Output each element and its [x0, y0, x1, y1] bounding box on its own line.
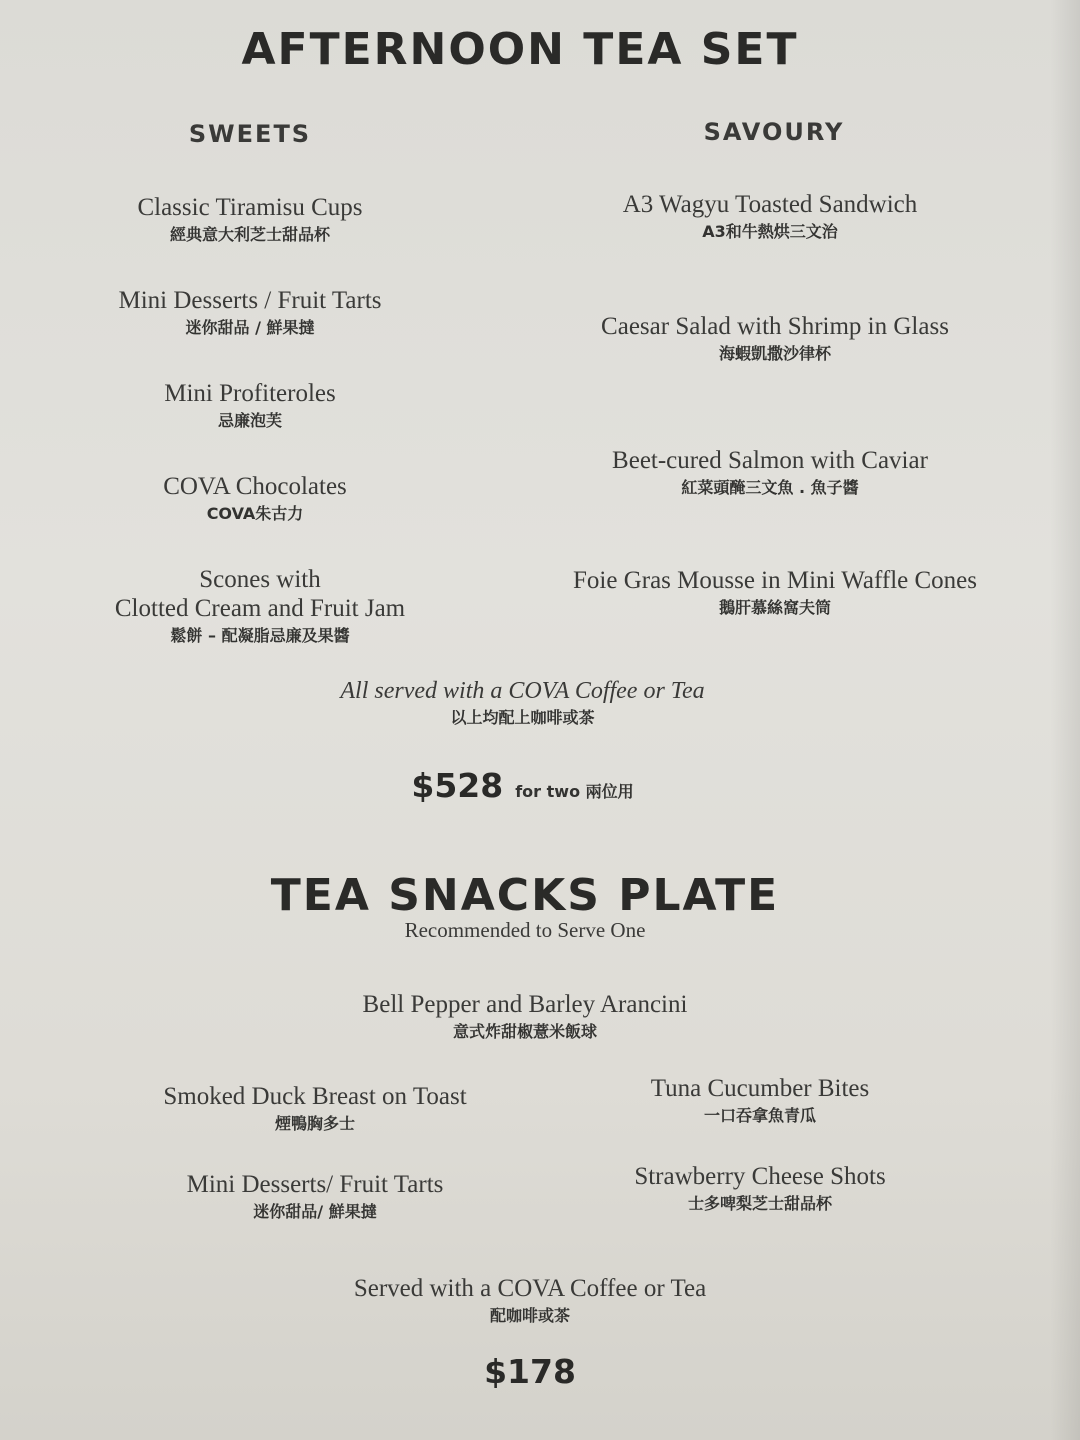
savoury-item-name-zh: 紅菜頭醃三文魚 . 魚子醬 — [681, 478, 859, 497]
tea-snacks-price: $178 — [484, 1352, 576, 1391]
savoury-item-name: Foie Gras Mousse in Mini Waffle Cones — [573, 567, 977, 594]
tea-snacks-item-name: Smoked Duck Breast on Toast — [163, 1083, 467, 1110]
sweets-item — [60, 565, 460, 647]
sweets-item — [60, 472, 450, 525]
tea-snacks-served-note — [320, 1274, 740, 1327]
sweets-item-name: Mini Profiteroles — [164, 380, 336, 407]
sweets-item-name-line1: Scones with — [199, 566, 321, 593]
savoury-heading: SAVOURY — [703, 118, 845, 146]
sweets-item-name: Classic Tiramisu Cups — [137, 194, 363, 221]
afternoon-price-suffix: for two 兩位用 — [515, 782, 634, 801]
sweets-item — [60, 379, 440, 432]
tea-snacks-title: TEA SNACKS PLATE — [270, 870, 780, 921]
tea-snacks-subtitle: Recommended to Serve One — [404, 918, 646, 942]
sweets-item-name: COVA Chocolates — [163, 473, 347, 500]
sweets-item-name-line2: Clotted Cream and Fruit Jam — [114, 595, 406, 622]
tea-snacks-item-name-zh: 煙鴨胸多士 — [274, 1114, 355, 1133]
afternoon-price: $528 — [411, 766, 504, 805]
savoury-item-name: A3 Wagyu Toasted Sandwich — [622, 191, 918, 218]
tea-snacks-featured-item — [320, 990, 730, 1043]
served-note-en: Served with a COVA Coffee or Tea — [353, 1275, 707, 1302]
savoury-item-name-zh: A3和牛熱烘三文治 — [702, 222, 838, 241]
served-note-en: All served with a COVA Coffee or Tea — [340, 678, 705, 704]
sweets-item-name: Mini Desserts / Fruit Tarts — [118, 287, 382, 314]
tea-snacks-item — [140, 1170, 490, 1223]
savoury-item — [560, 446, 980, 499]
tea-snacks-item — [610, 1162, 910, 1215]
tea-snacks-item-name-zh: 士多啤梨芝士甜品杯 — [687, 1194, 832, 1213]
sweets-item-name-zh: 迷你甜品 / 鮮果撻 — [185, 318, 315, 337]
savoury-item — [540, 566, 1010, 619]
savoury-item — [560, 190, 980, 243]
tea-snacks-item-name-zh: 一口吞拿魚青瓜 — [703, 1106, 816, 1125]
tea-snacks-item — [620, 1074, 900, 1127]
sweets-item-name-zh: 經典意大利芝士甜品杯 — [169, 225, 330, 244]
savoury-item-name-zh: 鵝肝慕絲窩夫筒 — [718, 598, 831, 617]
tea-snacks-item — [130, 1082, 500, 1135]
savoury-item-name: Beet-cured Salmon with Caviar — [612, 447, 928, 474]
savoury-item-name: Caesar Salad with Shrimp in Glass — [601, 313, 949, 340]
afternoon-price-line — [320, 766, 725, 805]
sweets-item — [60, 193, 440, 246]
tea-snacks-item-name-zh: 迷你甜品/ 鮮果撻 — [253, 1202, 377, 1221]
tea-snacks-item-name: Strawberry Cheese Shots — [634, 1163, 886, 1190]
served-note-zh: 配咖啡或茶 — [489, 1306, 570, 1325]
afternoon-tea-title: AFTERNOON TEA SET — [241, 24, 799, 75]
sweets-item-name-zh: 鬆餅 – 配凝脂忌廉及果醬 — [170, 626, 350, 645]
sweets-item-name-zh: 忌廉泡芙 — [217, 411, 282, 430]
sweets-item-name-zh: COVA朱古力 — [206, 504, 304, 523]
sweets-item — [60, 286, 440, 339]
tea-snacks-item-name: Mini Desserts/ Fruit Tarts — [186, 1171, 444, 1198]
savoury-item — [560, 312, 990, 365]
afternoon-served-note — [300, 678, 745, 729]
tea-snacks-item-name-zh: 意式炸甜椒薏米飯球 — [452, 1022, 597, 1041]
served-note-zh: 以上均配上咖啡或茶 — [450, 708, 595, 727]
savoury-item-name-zh: 海蝦凱撒沙律杯 — [718, 344, 831, 363]
tea-snacks-item-name: Tuna Cucumber Bites — [650, 1075, 870, 1102]
sweets-heading: SWEETS — [188, 120, 312, 148]
tea-snacks-item-name: Bell Pepper and Barley Arancini — [362, 991, 688, 1018]
